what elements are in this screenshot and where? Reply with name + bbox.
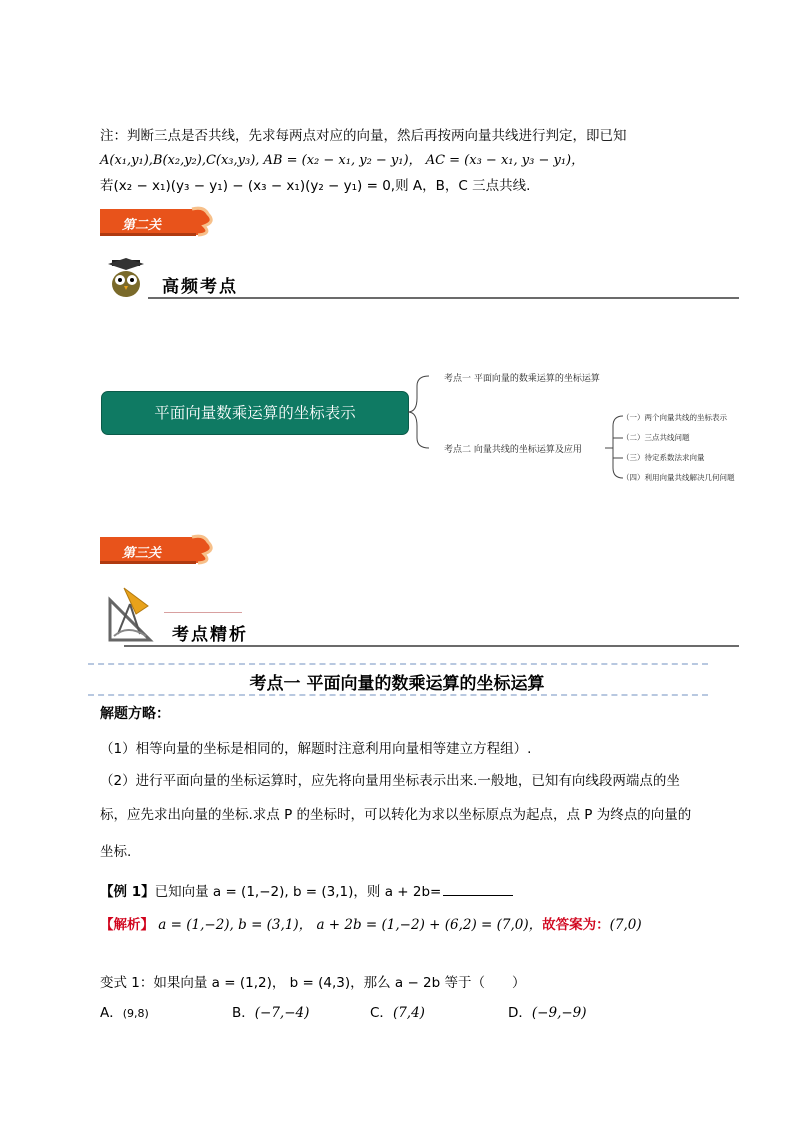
option-d-value: (−9,−9) — [531, 1005, 587, 1021]
option-b — [232, 1001, 309, 1021]
dashed-rule-top — [88, 663, 708, 665]
example-1-question: 已知向量 a = (1,−2), b = (3,1)，则 a + 2b= — [154, 884, 442, 900]
mindmap-branch-2: 考点二 向量共线的坐标运算及应用 — [444, 445, 582, 455]
option-d-letter: D． — [508, 1005, 532, 1021]
note-line-1: 注：判断三点是否共线，先求每两点对应的向量，然后再按两向量共线进行判定，即已知 — [100, 128, 627, 144]
mindmap-branch-1: 考点一 平面向量的数乘运算的坐标运算 — [444, 374, 600, 384]
method-point-2-line-2: 标，应先求出向量的坐标.求点 P 的坐标时，可以转化为求以坐标原点为起点，点 P 为终点的向量的 — [100, 807, 692, 823]
answer-label: 故答案为： — [542, 917, 610, 933]
option-a-value: (9,8) — [122, 1007, 149, 1020]
method-title: 解题方略： — [100, 706, 170, 722]
analysis-label: 【解析】 — [100, 917, 154, 933]
option-c — [370, 1001, 425, 1021]
example-1-analysis — [100, 913, 642, 933]
method-point-2-line-3: 坐标. — [100, 844, 132, 860]
answer-value: (7,0) — [609, 917, 642, 933]
method-point-1: （1）相等向量的坐标是相同的，解题时注意利用向量相等建立方程组）. — [100, 741, 532, 757]
variant-1-question: 变式 1：如果向量 a = (1,2)， b = (4,3)，那么 a − 2b 等于（ ） — [100, 975, 526, 991]
note-line-3: 若(x₂ − x₁)(y₃ − y₁) − (x₃ − x₁)(y₂ − y₁) = 0,则 A，B，C 三点共线. — [100, 178, 531, 194]
section-rule-analysis — [124, 645, 739, 647]
section-title-analysis: 考点精析 — [172, 625, 248, 645]
mindmap-sub-3: （三）待定系数法求向量 — [622, 453, 705, 462]
method-point-2-line-1: （2）进行平面向量的坐标运算时，应先将向量用坐标表示出来.一般地，已知有向线段两端点的坐 — [100, 773, 680, 789]
chapter-banner-3-label: 第三关 — [122, 546, 162, 561]
owl-mascot-icon — [108, 258, 144, 302]
option-d — [508, 1001, 587, 1021]
option-a — [100, 1001, 149, 1021]
dashed-rule-bottom — [88, 694, 708, 696]
example-1 — [100, 880, 513, 900]
chapter-banner-2 — [100, 206, 218, 238]
section-accent-line — [164, 612, 242, 613]
chapter-banner-3 — [100, 534, 218, 566]
ruler-compass-icon — [106, 584, 162, 646]
option-b-letter: B． — [232, 1005, 255, 1021]
option-c-value: (7,4) — [392, 1005, 425, 1021]
chapter-banner-2-label: 第二关 — [122, 218, 162, 233]
analysis-text: a = (1,−2), b = (3,1)， a + 2b = (1,−2) + (6,2) = (7,0)， — [154, 917, 543, 933]
mindmap-sub-4: （四）利用向量共线解决几何问题 — [622, 473, 735, 482]
mindmap-connectors — [405, 368, 630, 488]
option-a-letter: A． — [100, 1005, 123, 1021]
mindmap-root: 平面向量数乘运算的坐标表示 — [101, 391, 409, 435]
section-rule-frequent — [148, 297, 739, 299]
topic-title: 考点一 平面向量的数乘运算的坐标运算 — [249, 674, 545, 694]
option-b-value: (−7,−4) — [254, 1005, 310, 1021]
example-1-label: 【例 1】 — [100, 884, 155, 900]
note-line-2: A(x₁,y₁),B(x₂,y₂),C(x₃,y₃), AB = (x₂ − x₁, y₂ − y₁)， AC = (x₃ − x₁, y₃ − y₁)， — [100, 153, 585, 168]
answer-blank — [443, 883, 513, 896]
mindmap-sub-1: （一）两个向量共线的坐标表示 — [622, 413, 727, 422]
mindmap-sub-2: （二）三点共线问题 — [622, 433, 690, 442]
option-c-letter: C． — [370, 1005, 393, 1021]
section-title-frequent: 高频考点 — [162, 277, 238, 297]
